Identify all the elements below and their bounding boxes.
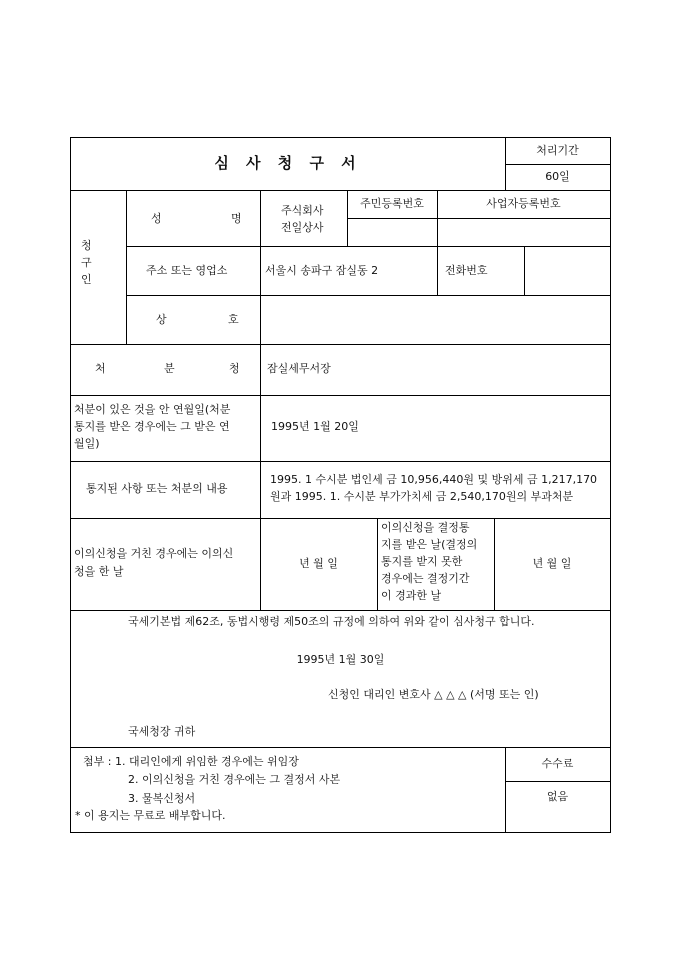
decision-label-4: 경우에는 결정기간 (381, 572, 470, 585)
divider (505, 781, 610, 782)
processing-period-value: 60일 (545, 170, 570, 183)
divider (71, 518, 610, 519)
form-title: 심 사 청 구 서 (214, 154, 362, 172)
claimant-label-3: 인 (81, 273, 92, 286)
notice-date-label-1: 처분이 있은 것을 안 연월일(처분 (74, 403, 231, 416)
divider (71, 344, 610, 345)
divider (71, 395, 610, 396)
statement-date: 1995년 1월 30일 (296, 653, 385, 666)
notice-date-label-2: 통지를 받은 경우에는 그 받은 연 (74, 420, 230, 433)
address-value: 서울시 송파구 잠실동 2 (265, 264, 379, 277)
free-form-note: * 이 용지는 무료로 배부합니다. (75, 809, 226, 822)
fee-label: 수수료 (541, 757, 574, 770)
phone-label: 전화번호 (445, 264, 488, 277)
petition-form (70, 137, 611, 833)
decision-label-5: 이 경과한 날 (381, 589, 442, 602)
decision-label-1: 이의신청을 결정통 (381, 521, 470, 534)
statement-signer: 신청인 대리인 변호사 △ △ △ (서명 또는 인) (328, 688, 539, 701)
divider (71, 747, 610, 748)
office-label-3: 청 (229, 362, 240, 375)
name-value-2: 전일상사 (281, 221, 324, 234)
name-label-1: 성 (151, 212, 162, 225)
recipient: 국세청장 귀하 (128, 725, 196, 738)
decision-date: 년 월 일 (532, 557, 572, 570)
decision-label-3: 통지를 받지 못한 (381, 555, 463, 568)
fee-value: 없음 (546, 790, 569, 803)
divider (505, 164, 610, 165)
notice-date-value: 1995년 1월 20일 (271, 420, 359, 433)
divider (347, 218, 610, 219)
attachment-line-2: 2. 이의신청을 거친 경우에는 그 결정서 사본 (128, 773, 341, 786)
divider (126, 190, 127, 344)
name-value-1: 주식회사 (281, 204, 324, 217)
divider (71, 610, 610, 611)
biz-reg-label: 사업자등록번호 (486, 197, 561, 210)
attachment-line-3: 3. 물복신청서 (128, 792, 196, 805)
objection-label-1: 이의신청을 거친 경우에는 이의신 (74, 547, 234, 560)
divider (126, 295, 610, 296)
objection-label-2: 청을 한 날 (74, 565, 124, 578)
content-label: 통지된 사항 또는 처분의 내용 (86, 482, 228, 495)
address-label: 주소 또는 영업소 (146, 264, 228, 277)
notice-date-label-3: 월일) (74, 437, 100, 450)
office-label-1: 처 (95, 362, 106, 375)
content-value-2: 원과 1995. 1. 수시분 부가가치세 금 2,540,170원의 부과처분 (270, 490, 574, 503)
statement-text: 국세기본법 제62조, 동법시행령 제50조의 규정에 의하여 위와 같이 심사청구 합니다. (128, 615, 535, 628)
divider (71, 461, 610, 462)
processing-period-label: 처리기간 (536, 144, 579, 157)
divider (377, 518, 378, 611)
divider (126, 246, 610, 247)
objection-date: 년 월 일 (299, 557, 338, 570)
divider (524, 246, 525, 296)
attachment-line-1: 첨부 : 1. 대리인에게 위임한 경우에는 위임장 (83, 755, 299, 768)
divider (260, 190, 261, 344)
claimant-label-1: 청 (81, 239, 92, 252)
office-label-2: 분 (164, 362, 175, 375)
rrn-label: 주민등록번호 (360, 197, 424, 210)
content-value-1: 1995. 1 수시분 법인세 금 10,956,440원 및 방위세 금 1,217,170 (270, 473, 598, 486)
office-value: 잠실세무서장 (267, 362, 331, 375)
divider (71, 190, 610, 191)
trade-name-label-2: 호 (228, 313, 239, 326)
name-label-2: 명 (231, 212, 242, 225)
claimant-label-2: 구 (81, 256, 92, 269)
decision-label-2: 지를 받은 날(결정의 (381, 538, 478, 551)
trade-name-label-1: 상 (156, 313, 167, 326)
